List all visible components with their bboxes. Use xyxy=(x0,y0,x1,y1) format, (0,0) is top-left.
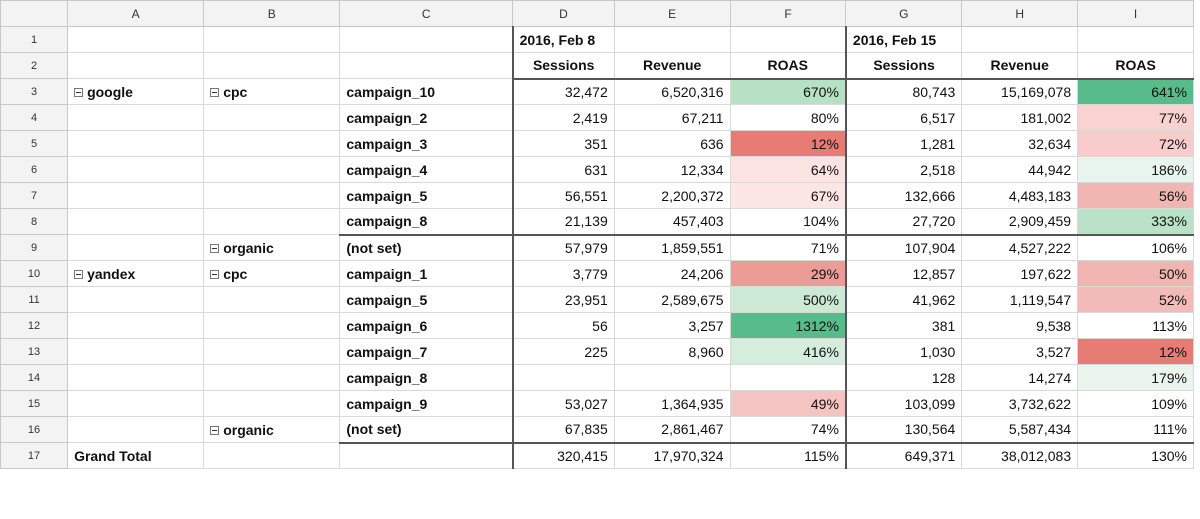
table-row xyxy=(1,417,1194,443)
cell-c15[interactable]: campaign_9 xyxy=(340,391,513,417)
cell-h15[interactable]: 3,732,622 xyxy=(962,391,1078,417)
cell-a4[interactable] xyxy=(68,105,204,131)
cell-h1[interactable] xyxy=(962,27,1078,53)
cell-e5[interactable]: 636 xyxy=(614,131,730,157)
cell-h6[interactable]: 44,942 xyxy=(962,157,1078,183)
cell-d6[interactable]: 631 xyxy=(513,157,615,183)
cell-h3[interactable]: 15,169,078 xyxy=(962,79,1078,105)
cell-i6[interactable]: 186% xyxy=(1078,157,1194,183)
cell-f8[interactable]: 104% xyxy=(730,209,846,235)
cell-f16[interactable]: 74% xyxy=(730,417,846,443)
collapse-icon[interactable] xyxy=(74,270,83,279)
cell-d2[interactable]: Sessions xyxy=(513,53,615,79)
cell-a2[interactable] xyxy=(68,53,204,79)
cell-e14[interactable] xyxy=(614,365,730,391)
cell-b13[interactable] xyxy=(204,339,340,365)
cell-e12[interactable]: 3,257 xyxy=(614,313,730,339)
cell-i12[interactable]: 113% xyxy=(1078,313,1194,339)
cell-c2[interactable] xyxy=(340,53,513,79)
cell-e13[interactable]: 8,960 xyxy=(614,339,730,365)
cell-f14[interactable] xyxy=(730,365,846,391)
cell-i7[interactable]: 56% xyxy=(1078,183,1194,209)
table-row xyxy=(1,209,1194,235)
cell-e7[interactable]: 2,200,372 xyxy=(614,183,730,209)
table-row xyxy=(1,131,1194,157)
cell-i15[interactable]: 109% xyxy=(1078,391,1194,417)
cell-g11[interactable]: 41,962 xyxy=(846,287,962,313)
cell-b15[interactable] xyxy=(204,391,340,417)
cell-e3[interactable]: 6,520,316 xyxy=(614,79,730,105)
cell-h4[interactable]: 181,002 xyxy=(962,105,1078,131)
cell-g13[interactable]: 1,030 xyxy=(846,339,962,365)
cell-e11[interactable]: 2,589,675 xyxy=(614,287,730,313)
cell-a15[interactable] xyxy=(68,391,204,417)
cell-g16[interactable]: 130,564 xyxy=(846,417,962,443)
cell-c17[interactable] xyxy=(340,443,513,469)
table-row xyxy=(1,443,1194,469)
cell-g4[interactable]: 6,517 xyxy=(846,105,962,131)
cell-a6[interactable] xyxy=(68,157,204,183)
cell-i11[interactable]: 52% xyxy=(1078,287,1194,313)
cell-f11[interactable]: 500% xyxy=(730,287,846,313)
collapse-icon[interactable] xyxy=(74,88,83,97)
collapse-icon[interactable] xyxy=(210,426,219,435)
cell-a9[interactable] xyxy=(68,235,204,261)
cell-d7[interactable]: 56,551 xyxy=(513,183,615,209)
row-header[interactable]: 2 xyxy=(1,53,68,79)
cell-g12[interactable]: 381 xyxy=(846,313,962,339)
column-header-g[interactable]: G xyxy=(846,1,962,27)
cell-g17[interactable]: 649,371 xyxy=(846,443,962,469)
cell-a13[interactable] xyxy=(68,339,204,365)
cell-d15[interactable]: 53,027 xyxy=(513,391,615,417)
table-row xyxy=(1,391,1194,417)
cell-d1[interactable]: 2016, Feb 8 xyxy=(513,27,615,53)
cell-e17[interactable]: 17,970,324 xyxy=(614,443,730,469)
cell-c13[interactable]: campaign_7 xyxy=(340,339,513,365)
cell-g14[interactable]: 128 xyxy=(846,365,962,391)
cell-a3[interactable] xyxy=(68,79,204,105)
cell-g10[interactable]: 12,857 xyxy=(846,261,962,287)
cell-h10[interactable]: 197,622 xyxy=(962,261,1078,287)
row-header[interactable]: 7 xyxy=(1,183,68,209)
column-header-h[interactable]: H xyxy=(962,1,1078,27)
row-header[interactable]: 13 xyxy=(1,339,68,365)
column-header-a[interactable]: A xyxy=(68,1,204,27)
cell-a11[interactable] xyxy=(68,287,204,313)
cell-i9[interactable]: 106% xyxy=(1078,235,1194,261)
cell-i8[interactable]: 333% xyxy=(1078,209,1194,235)
cell-a10[interactable] xyxy=(68,261,204,287)
cell-b6[interactable] xyxy=(204,157,340,183)
cell-e10[interactable]: 24,206 xyxy=(614,261,730,287)
table-row xyxy=(1,313,1194,339)
collapse-icon[interactable] xyxy=(210,88,219,97)
cell-g9[interactable]: 107,904 xyxy=(846,235,962,261)
cell-i2[interactable]: ROAS xyxy=(1078,53,1194,79)
cell-d3[interactable]: 32,472 xyxy=(513,79,615,105)
table-row xyxy=(1,339,1194,365)
cell-b11[interactable] xyxy=(204,287,340,313)
cell-b16[interactable] xyxy=(204,417,340,443)
cell-h11[interactable]: 1,119,547 xyxy=(962,287,1078,313)
cell-h16[interactable]: 5,587,434 xyxy=(962,417,1078,443)
table-row xyxy=(1,235,1194,261)
cell-text: organic xyxy=(223,239,274,256)
cell-e1[interactable] xyxy=(614,27,730,53)
cell-e6[interactable]: 12,334 xyxy=(614,157,730,183)
cell-b8[interactable] xyxy=(204,209,340,235)
cell-g6[interactable]: 2,518 xyxy=(846,157,962,183)
cell-h2[interactable]: Revenue xyxy=(962,53,1078,79)
collapse-icon[interactable] xyxy=(210,244,219,253)
cell-d4[interactable]: 2,419 xyxy=(513,105,615,131)
cell-f15[interactable]: 49% xyxy=(730,391,846,417)
cell-a12[interactable] xyxy=(68,313,204,339)
cell-b14[interactable] xyxy=(204,365,340,391)
cell-c6[interactable]: campaign_4 xyxy=(340,157,513,183)
table-row xyxy=(1,157,1194,183)
cell-text: yandex xyxy=(87,265,136,282)
row-header[interactable]: 6 xyxy=(1,157,68,183)
table-row xyxy=(1,261,1194,287)
cell-i16[interactable]: 111% xyxy=(1078,417,1194,443)
cell-e2[interactable]: Revenue xyxy=(614,53,730,79)
cell-text: organic xyxy=(223,421,274,438)
cell-b17[interactable] xyxy=(204,443,340,469)
column-header-row xyxy=(1,1,1194,27)
cell-a5[interactable] xyxy=(68,131,204,157)
table-row xyxy=(1,105,1194,131)
cell-d16[interactable]: 67,835 xyxy=(513,417,615,443)
column-header-e[interactable]: E xyxy=(614,1,730,27)
cell-i13[interactable]: 12% xyxy=(1078,339,1194,365)
cell-c8[interactable]: campaign_8 xyxy=(340,209,513,235)
cell-f2[interactable]: ROAS xyxy=(730,53,846,79)
collapse-icon[interactable] xyxy=(210,270,219,279)
row-header[interactable]: 9 xyxy=(1,235,68,261)
cell-a14[interactable] xyxy=(68,365,204,391)
row-header[interactable]: 17 xyxy=(1,443,68,469)
table-row xyxy=(1,53,1194,79)
cell-c12[interactable]: campaign_6 xyxy=(340,313,513,339)
cell-text: google xyxy=(87,83,133,100)
column-header-b[interactable]: B xyxy=(204,1,340,27)
row-header[interactable]: 16 xyxy=(1,417,68,443)
column-header-d[interactable]: D xyxy=(513,1,615,27)
cell-f10[interactable]: 29% xyxy=(730,261,846,287)
cell-i14[interactable]: 179% xyxy=(1078,365,1194,391)
cell-b7[interactable] xyxy=(204,183,340,209)
cell-d8[interactable]: 21,139 xyxy=(513,209,615,235)
cell-e16[interactable]: 2,861,467 xyxy=(614,417,730,443)
cell-h17[interactable]: 38,012,083 xyxy=(962,443,1078,469)
table-row xyxy=(1,27,1194,53)
row-header[interactable]: 14 xyxy=(1,365,68,391)
cell-c11[interactable]: campaign_5 xyxy=(340,287,513,313)
column-header-c[interactable]: C xyxy=(340,1,513,27)
cell-i1[interactable] xyxy=(1078,27,1194,53)
cell-h12[interactable]: 9,538 xyxy=(962,313,1078,339)
cell-c14[interactable]: campaign_8 xyxy=(340,365,513,391)
cell-b10[interactable] xyxy=(204,261,340,287)
cell-h13[interactable]: 3,527 xyxy=(962,339,1078,365)
cell-d9[interactable]: 57,979 xyxy=(513,235,615,261)
cell-h14[interactable]: 14,274 xyxy=(962,365,1078,391)
row-header[interactable]: 11 xyxy=(1,287,68,313)
cell-i17[interactable]: 130% xyxy=(1078,443,1194,469)
cell-c7[interactable]: campaign_5 xyxy=(340,183,513,209)
cell-h5[interactable]: 32,634 xyxy=(962,131,1078,157)
cell-i5[interactable]: 72% xyxy=(1078,131,1194,157)
column-header-i[interactable]: I xyxy=(1078,1,1194,27)
select-all-corner[interactable] xyxy=(1,1,68,27)
cell-f13[interactable]: 416% xyxy=(730,339,846,365)
cell-g3[interactable]: 80,743 xyxy=(846,79,962,105)
cell-e15[interactable]: 1,364,935 xyxy=(614,391,730,417)
cell-b4[interactable] xyxy=(204,105,340,131)
cell-b5[interactable] xyxy=(204,131,340,157)
cell-b9[interactable] xyxy=(204,235,340,261)
cell-h9[interactable]: 4,527,222 xyxy=(962,235,1078,261)
table-row xyxy=(1,183,1194,209)
row-header[interactable]: 15 xyxy=(1,391,68,417)
row-header[interactable]: 3 xyxy=(1,79,68,105)
cell-a8[interactable] xyxy=(68,209,204,235)
column-header-f[interactable]: F xyxy=(730,1,846,27)
cell-c10[interactable]: campaign_1 xyxy=(340,261,513,287)
cell-a1[interactable] xyxy=(68,27,204,53)
cell-f3[interactable]: 670% xyxy=(730,79,846,105)
cell-h8[interactable]: 2,909,459 xyxy=(962,209,1078,235)
cell-c9[interactable]: (not set) xyxy=(340,235,513,261)
row-header[interactable]: 8 xyxy=(1,209,68,235)
cell-d14[interactable] xyxy=(513,365,615,391)
cell-g15[interactable]: 103,099 xyxy=(846,391,962,417)
table-row xyxy=(1,287,1194,313)
cell-h7[interactable]: 4,483,183 xyxy=(962,183,1078,209)
row-header[interactable]: 4 xyxy=(1,105,68,131)
cell-a16[interactable] xyxy=(68,417,204,443)
cell-f17[interactable]: 115% xyxy=(730,443,846,469)
cell-f7[interactable]: 67% xyxy=(730,183,846,209)
row-header[interactable]: 10 xyxy=(1,261,68,287)
cell-d10[interactable]: 3,779 xyxy=(513,261,615,287)
row-header[interactable]: 5 xyxy=(1,131,68,157)
cell-f4[interactable]: 80% xyxy=(730,105,846,131)
cell-b3[interactable] xyxy=(204,79,340,105)
cell-d17[interactable]: 320,415 xyxy=(513,443,615,469)
cell-i10[interactable]: 50% xyxy=(1078,261,1194,287)
cell-f12[interactable]: 1312% xyxy=(730,313,846,339)
cell-text: cpc xyxy=(223,265,248,282)
cell-e9[interactable]: 1,859,551 xyxy=(614,235,730,261)
cell-i4[interactable]: 77% xyxy=(1078,105,1194,131)
cell-text: cpc xyxy=(223,83,248,100)
cell-g8[interactable]: 27,720 xyxy=(846,209,962,235)
row-header[interactable]: 1 xyxy=(1,27,68,53)
cell-a7[interactable] xyxy=(68,183,204,209)
cell-f9[interactable]: 71% xyxy=(730,235,846,261)
cell-c5[interactable]: campaign_3 xyxy=(340,131,513,157)
cell-g1[interactable]: 2016, Feb 15 xyxy=(846,27,962,53)
cell-b2[interactable] xyxy=(204,53,340,79)
cell-d13[interactable]: 225 xyxy=(513,339,615,365)
cell-g7[interactable]: 132,666 xyxy=(846,183,962,209)
cell-b12[interactable] xyxy=(204,313,340,339)
cell-c4[interactable]: campaign_2 xyxy=(340,105,513,131)
row-header[interactable]: 12 xyxy=(1,313,68,339)
cell-f6[interactable]: 64% xyxy=(730,157,846,183)
cell-g5[interactable]: 1,281 xyxy=(846,131,962,157)
cell-f5[interactable]: 12% xyxy=(730,131,846,157)
cell-c16[interactable]: (not set) xyxy=(340,417,513,443)
table-row xyxy=(1,365,1194,391)
cell-g2[interactable]: Sessions xyxy=(846,53,962,79)
cell-b1[interactable] xyxy=(204,27,340,53)
table-row xyxy=(1,79,1194,105)
cell-a17[interactable]: Grand Total xyxy=(68,443,204,469)
cell-e4[interactable]: 67,211 xyxy=(614,105,730,131)
cell-e8[interactable]: 457,403 xyxy=(614,209,730,235)
cell-d11[interactable]: 23,951 xyxy=(513,287,615,313)
cell-d12[interactable]: 56 xyxy=(513,313,615,339)
cell-f1[interactable] xyxy=(730,27,846,53)
cell-i3[interactable]: 641% xyxy=(1078,79,1194,105)
cell-c1[interactable] xyxy=(340,27,513,53)
cell-d5[interactable]: 351 xyxy=(513,131,615,157)
cell-c3[interactable]: campaign_10 xyxy=(340,79,513,105)
